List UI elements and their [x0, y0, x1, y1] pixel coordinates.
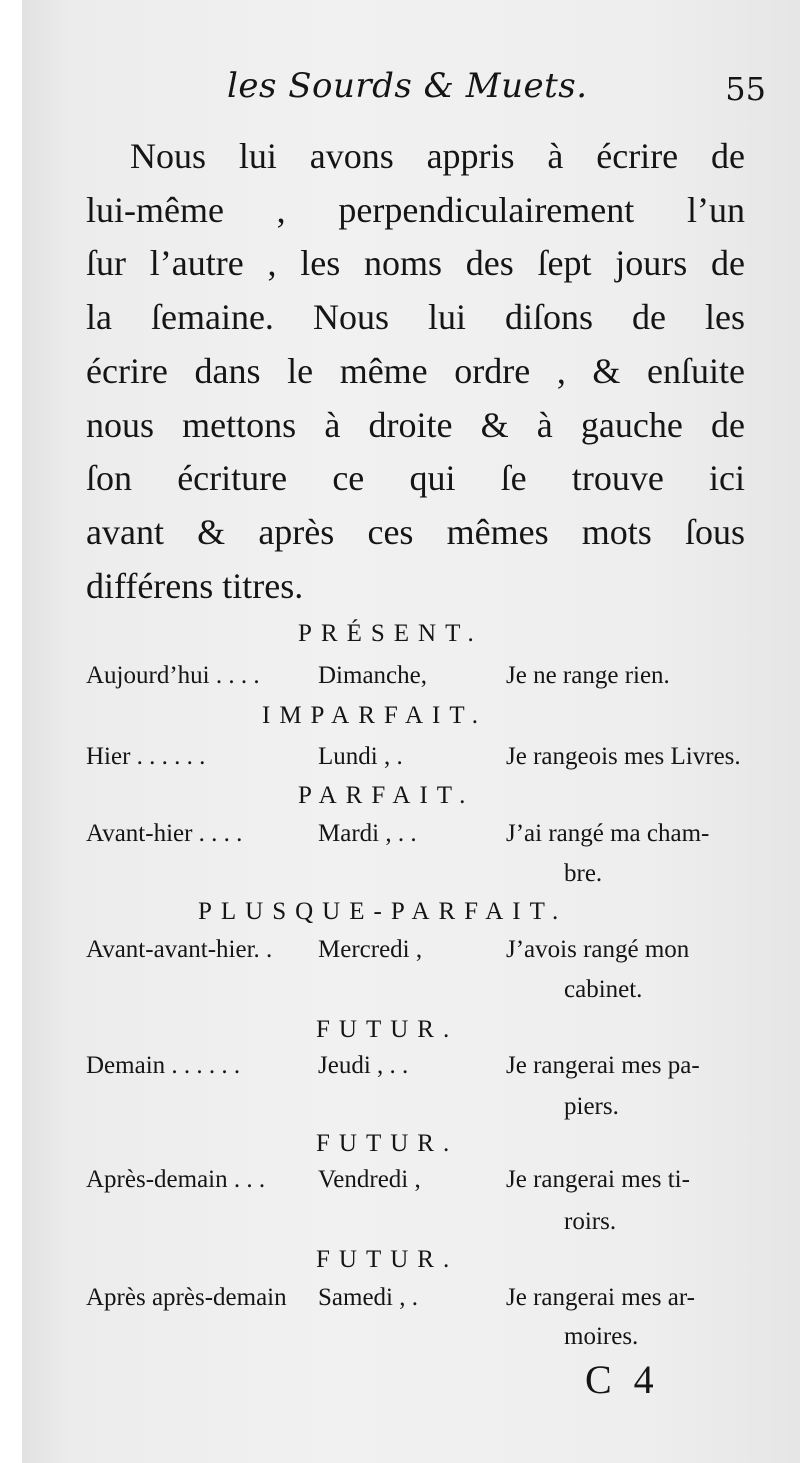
example-sentence: Je rangerai mes pa-	[506, 1052, 700, 1079]
paragraph-line: différens titres.	[86, 565, 304, 606]
body-paragraph	[86, 130, 745, 613]
tense-heading: IMPARFAIT.	[262, 702, 487, 729]
paragraph-line: la ſemaine. Nous lui diſons de les	[86, 297, 745, 338]
tense-heading: FUTUR.	[316, 1246, 459, 1273]
running-title: les Sourds & Muets.	[227, 66, 588, 106]
tense-heading: FUTUR.	[316, 1130, 459, 1157]
example-sentence: J’ai rangé ma cham-	[506, 820, 710, 847]
time-word: Demain . . . . . .	[86, 1052, 241, 1079]
time-word: Avant-hier . . . .	[86, 820, 243, 847]
example-sentence: Je rangeois mes Livres.	[506, 743, 741, 770]
weekday: Vendredi ,	[318, 1166, 421, 1193]
example-sentence: Je ne range rien.	[506, 662, 670, 689]
paragraph-line: écrire dans le même ordre , & enſuite	[86, 350, 745, 391]
weekday: Mercredi ,	[318, 936, 423, 963]
tense-heading: PARFAIT.	[298, 782, 475, 809]
time-word: Après-demain . . .	[86, 1166, 266, 1193]
weekday: Dimanche,	[318, 662, 427, 689]
weekday: Samedi , .	[318, 1284, 418, 1311]
signature-mark: C 4	[585, 1357, 660, 1402]
sentence-continuation: piers.	[564, 1093, 619, 1120]
sentence-continuation: cabinet.	[564, 976, 643, 1003]
tense-heading: PLUSQUE-PARFAIT.	[198, 898, 568, 925]
paragraph-line: Nous lui avons appris à écrire de	[130, 136, 745, 176]
page-number: 55	[725, 70, 766, 108]
weekday: Jeudi , . .	[318, 1052, 409, 1079]
example-sentence: J’avois rangé mon	[506, 936, 690, 963]
paragraph-line: nous mettons à droite & à gauche de	[86, 404, 745, 445]
paragraph-line: avant & après ces mêmes mots ſous	[86, 511, 745, 552]
weekday: Lundi , .	[318, 743, 403, 770]
sentence-continuation: bre.	[564, 860, 603, 887]
book-page	[22, 0, 800, 1463]
time-word: Avant-avant-hier. .	[86, 936, 273, 963]
time-word: Aujourd’hui . . . .	[86, 662, 260, 689]
time-word: Hier . . . . . .	[86, 743, 206, 770]
tense-heading: FUTUR.	[316, 1016, 459, 1043]
paragraph-line: ſon écriture ce qui ſe trouve ici	[86, 458, 745, 499]
paragraph-line: ſur l’autre , les noms des ſept jours de	[86, 243, 745, 284]
tense-heading: PRÉSENT.	[298, 620, 483, 647]
example-sentence: Je rangerai mes ar-	[506, 1284, 695, 1311]
example-sentence: Je rangerai mes ti-	[506, 1166, 690, 1193]
weekday: Mardi , . .	[318, 820, 417, 847]
sentence-continuation: roirs.	[564, 1208, 617, 1235]
paragraph-line: lui-même , perpendiculairement l’un	[86, 189, 745, 230]
sentence-continuation: moires.	[564, 1323, 639, 1350]
time-word: Après après-demain	[86, 1284, 287, 1311]
